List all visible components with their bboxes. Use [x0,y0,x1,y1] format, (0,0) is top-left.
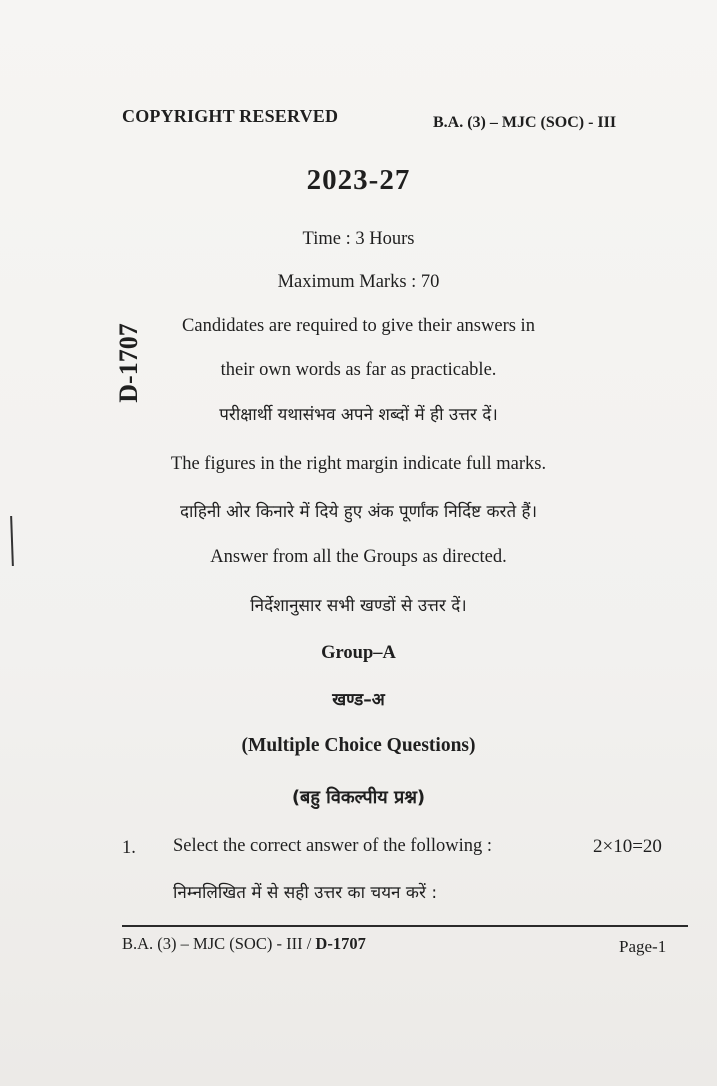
max-marks-line: Maximum Marks : 70 [277,272,440,292]
instruction-margin: The figures in the right margin indicate full marks. [170,454,547,474]
instruction-own-words-1: Candidates are required to give their answers in [182,316,535,336]
group-subtitle: (Multiple Choice Questions) [241,735,476,756]
instruction-groups: Answer from all the Groups as directed. [210,547,507,567]
footer-paper-code [122,934,366,954]
footer-divider [122,925,688,927]
question-text-hindi: निम्नलिखित में से सही उत्तर का चयन करें : [173,883,438,903]
paper-code: B.A. (3) – MJC (SOC) - III [433,114,617,131]
exam-year: 2023-27 [306,164,411,196]
question-text: Select the correct answer of the following : [173,836,493,856]
instruction-groups-hindi: निर्देशानुसार सभी खण्डों से उत्तर दें। [250,596,467,616]
side-paper-code: D-1707 [114,323,143,403]
footer-code-prefix: B.A. (3) – MJC (SOC) - III / [122,934,316,953]
instruction-own-words-2: their own words as far as practicable. [220,360,497,380]
group-title-hindi: खण्ड–अ [332,690,385,710]
margin-pen-mark [10,516,14,566]
footer-code-id: D-1707 [315,934,366,953]
footer-page-number: Page-1 [619,937,667,956]
copyright-notice: COPYRIGHT RESERVED [122,106,339,126]
time-line: Time : 3 Hours [302,229,415,249]
question-marks: 2×10=20 [593,836,662,857]
instruction-own-words-hindi: परीक्षार्थी यथासंभव अपने शब्दों में ही उत्तर दें। [219,405,498,425]
group-title: Group–A [321,643,396,663]
question-number: 1. [122,838,136,858]
instruction-margin-hindi: दाहिनी ओर किनारे में दिये हुए अंक पूर्णांक निर्दिष्ट करते हैं। [179,502,538,522]
group-subtitle-hindi: (बहु विकल्पीय प्रश्न) [291,787,426,808]
